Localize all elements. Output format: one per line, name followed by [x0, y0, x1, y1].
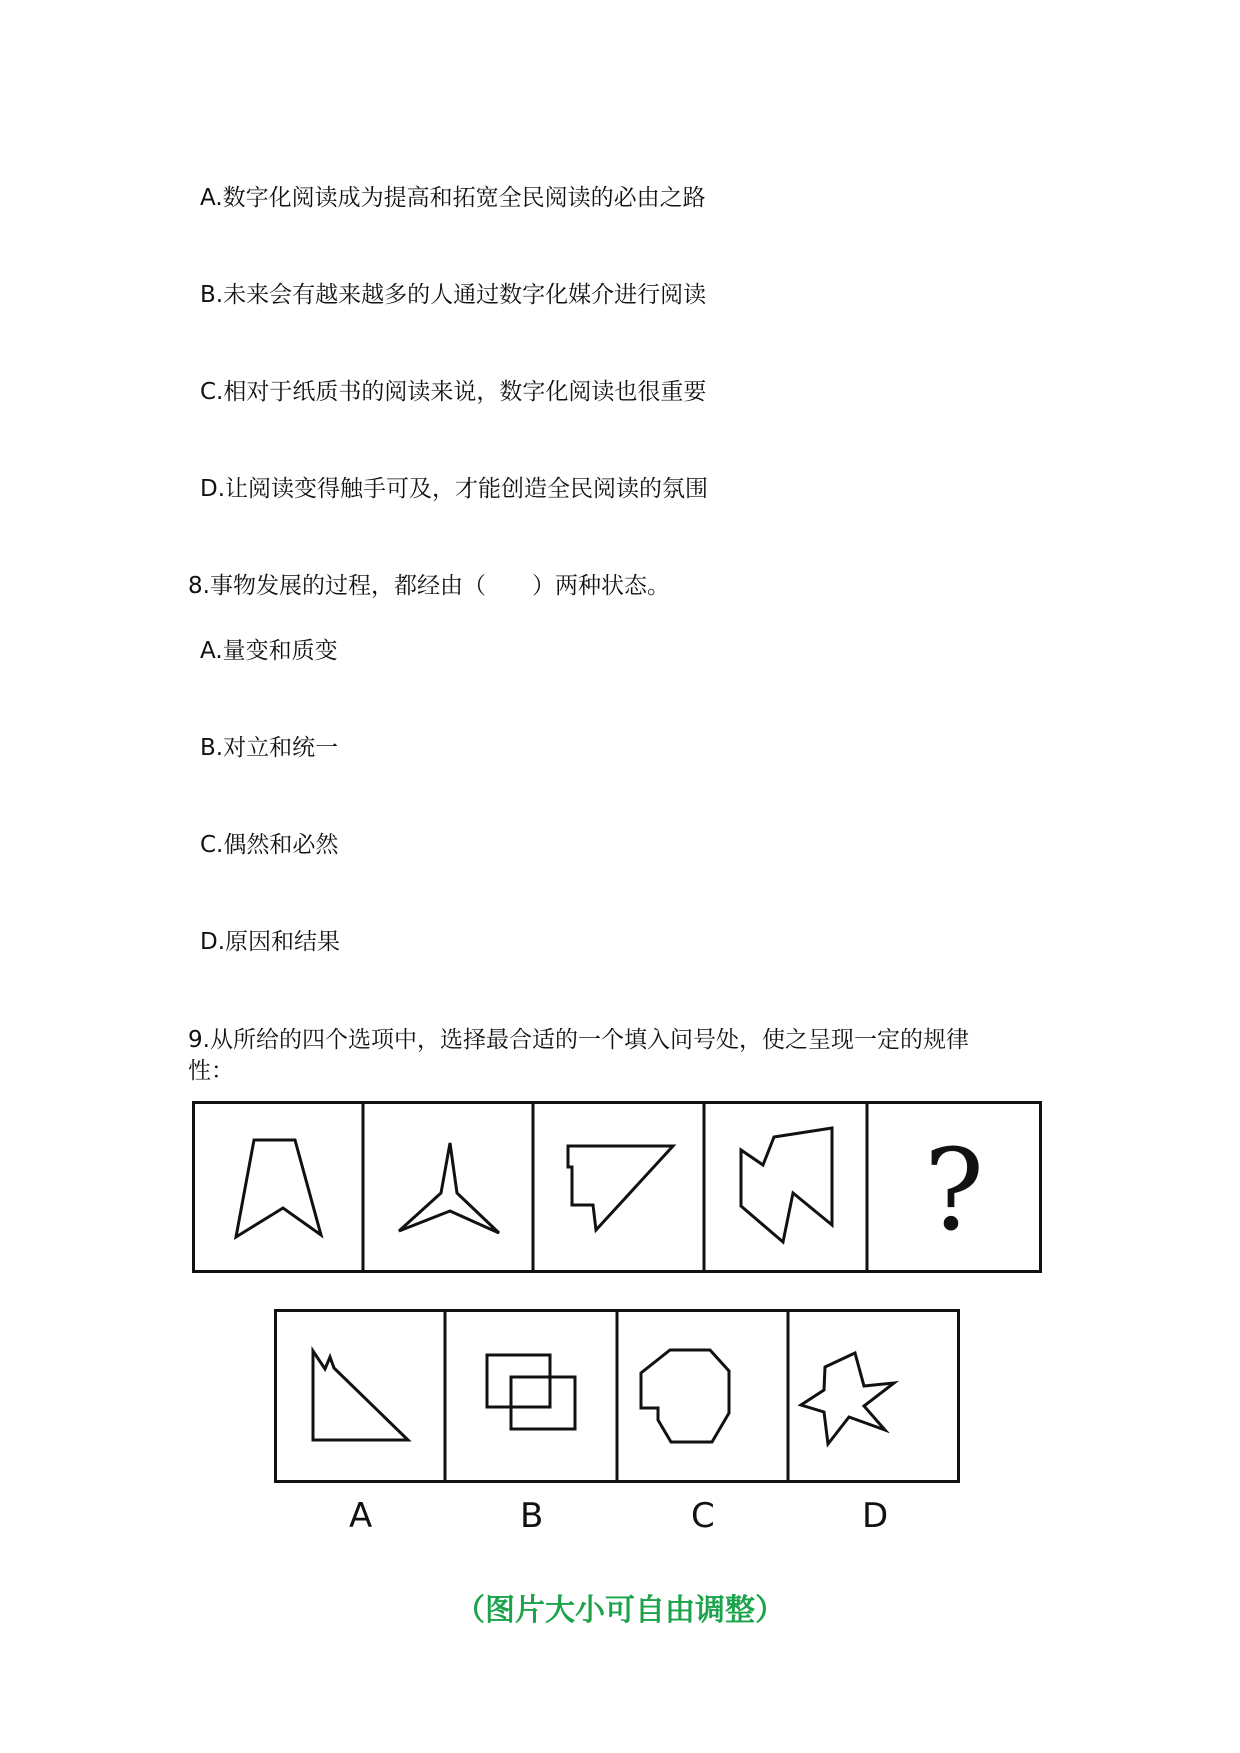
- image-resize-note: （图片大小可自由调整）: [455, 1593, 785, 1628]
- q8-option-b: B.对立和统一: [200, 735, 339, 761]
- q7-option-b: B.未来会有越来越多的人通过数字化媒介进行阅读: [200, 282, 707, 308]
- sequence-frame: [194, 1103, 1041, 1272]
- q9-stem-line2: 性：: [188, 1058, 234, 1084]
- sequence-shape-2: [399, 1143, 499, 1233]
- q9-answer-svg: [274, 1309, 960, 1483]
- answer-label-a: A: [349, 1496, 373, 1536]
- q8-stem: 8.事物发展的过程，都经由（ ）两种状态。: [188, 573, 670, 599]
- q9-sequence-figure: [192, 1101, 1042, 1273]
- answer-label-c: C: [691, 1496, 715, 1536]
- sequence-shape-1: [236, 1140, 321, 1237]
- q8-option-a: A.量变和质变: [200, 638, 338, 664]
- q9-stem-line1: 9.从所给的四个选项中，选择最合适的一个填入问号处，使之呈现一定的规律: [188, 1027, 969, 1053]
- answer-shape-b-rect2: [511, 1377, 575, 1429]
- sequence-shape-3: [568, 1146, 673, 1230]
- answer-shape-b-rect1: [487, 1355, 550, 1407]
- q8-option-c: C.偶然和必然: [200, 832, 339, 858]
- answer-shape-d: [801, 1353, 894, 1444]
- q7-option-c: C.相对于纸质书的阅读来说，数字化阅读也很重要: [200, 379, 707, 405]
- q7-option-a: A.数字化阅读成为提高和拓宽全民阅读的必由之路: [200, 185, 706, 211]
- sequence-shape-4: [741, 1128, 832, 1242]
- q7-option-d: D.让阅读变得触手可及，才能创造全民阅读的氛围: [200, 476, 709, 502]
- q9-sequence-svg: [192, 1101, 1042, 1273]
- answer-shape-c: [641, 1350, 729, 1442]
- q9-answer-figure: [274, 1309, 960, 1483]
- answer-label-d: D: [862, 1496, 889, 1536]
- q8-option-d: D.原因和结果: [200, 929, 341, 955]
- answer-shape-a: [313, 1351, 408, 1440]
- answer-label-b: B: [520, 1496, 544, 1536]
- question-mark: ?: [923, 1126, 985, 1256]
